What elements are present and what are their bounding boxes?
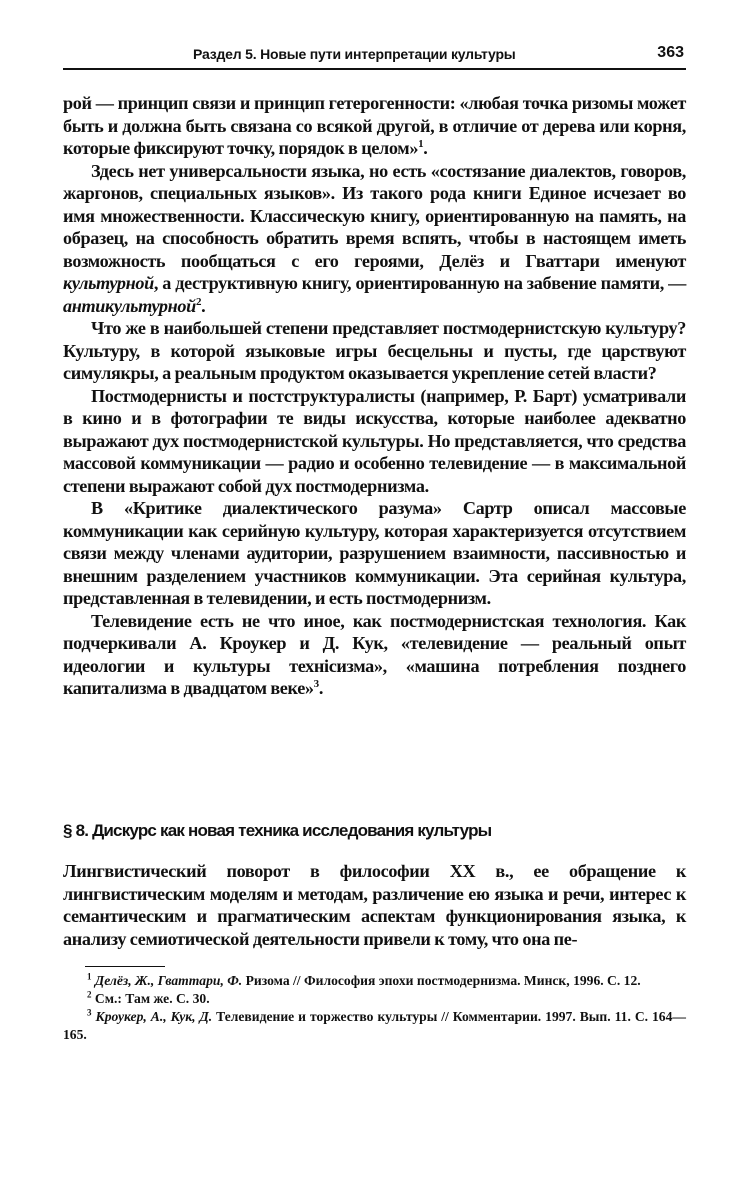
footnote-2-number: 2	[87, 989, 92, 1000]
page-number: 363	[657, 44, 684, 61]
footnote-3-authors: Кроукер, А., Кук, Д.	[95, 1009, 213, 1024]
paragraph-1-text: рой — принцип связи и принцип гетерогенности: «любая точка ризомы может быть и должна быть связана со всякой другой, в отличие от дерева или корня, которые фиксируют точку, порядок в целом»	[63, 93, 686, 158]
paragraph-5: В «Критике диалектического разума» Сартр описал массовые коммуникации как серийную культуру, которая характеризуется отсутствием связи между членами аудитории, разрушением взаимности, пассивностью и внешним разделением участников коммуникации. Эта серийная культура, представленная в телевидении, и есть постмодернизм.	[63, 498, 686, 608]
footnote-3-text: Телевидение и торжество культуры // Комментарии. 1997. Вып. 11. С. 164—165.	[63, 1009, 686, 1042]
paragraph-3: Что же в наибольшей степени представляет постмодернистскую культуру? Культуру, в которой языковые игры бесцельны и пусты, где царствуют симулякры, а реальным продуктом оказывается укрепление сетей власти?	[63, 318, 686, 383]
paragraph-2-text-b: , а деструктивную книгу, ориентированную на забвение памяти, —	[153, 273, 686, 293]
footnote-1-text: Ризома // Философия эпохи постмодернизма. Минск, 1996. С. 12.	[242, 973, 641, 988]
main-text	[63, 92, 686, 700]
footnote-1-number: 1	[87, 971, 92, 982]
running-header	[63, 42, 686, 70]
section-heading: § 8. Дискурс как новая техника исследования культуры	[63, 821, 492, 840]
paragraph-2-end: .	[201, 295, 206, 316]
paragraph-2	[63, 160, 686, 318]
footnote-3-number: 3	[87, 1007, 92, 1018]
emphasis-culture: культурной	[63, 273, 154, 293]
paragraph-6-text: Телевидение есть не что иное, как постмодернистская технология. Как подчеркивали А. Кроукер и Д. Кук, «телевидение — реальный опыт идеологии и культуры технicизма», «машина потребления позднего капитализма в двадцатом веке»	[63, 610, 686, 698]
footnote-1-authors: Делёз, Ж., Гваттари, Ф.	[94, 973, 243, 988]
section-paragraph: Лингвистический поворот в философии XX в., ее обращение к лингвистическим моделям и методам, различение ею языка и речи, интерес к семантическим и прагматическим аспектам функционирования языка, к анализу семиотической деятельности привели к тому, что она пе-	[63, 861, 686, 949]
footnote-ref-3: 3	[313, 677, 319, 690]
footnote-divider	[85, 966, 165, 967]
footnote-2-text: См.: Там же. С. 30.	[91, 991, 210, 1006]
paragraph-1	[63, 92, 686, 160]
footnote-3	[63, 1008, 686, 1044]
footnotes	[63, 972, 686, 1044]
footnote-2	[63, 990, 686, 1008]
paragraph-1-end: .	[423, 138, 428, 158]
footnote-ref-2: 2	[195, 295, 202, 308]
footnote-1	[63, 972, 686, 990]
paragraph-6	[63, 610, 686, 700]
paragraph-4: Постмодернисты и постструктуралисты (например, Р. Барт) усматривали в кино и в фотографии те виды искусства, которые наиболее адекватно выражают дух постмодернистской культуры. Но представляется, что средства массовой коммуникации — радио и особенно телевидение — в максимальной степени выражают собой дух постмодернизма.	[63, 385, 686, 496]
running-header-title: Раздел 5. Новые пути интерпретации культуры	[193, 46, 516, 62]
footnote-ref-1: 1	[418, 137, 424, 150]
paragraph-2-text-a: Здесь нет универсальности языка, но есть «состязание диалектов, говоров, жаргонов, специальных языков». Из такого рода книги Единое исчезает во имя множественности. Классическую книгу, ориентированную на память, на образец, на способность обратить время вспять, чтобы в настоящем иметь возможность пообщаться с его героями, Делёз и Гваттари именуют	[63, 160, 686, 271]
paragraph-6-end: .	[318, 678, 324, 698]
section-text	[63, 860, 686, 950]
emphasis-anticulture: антикультурной	[63, 295, 196, 316]
